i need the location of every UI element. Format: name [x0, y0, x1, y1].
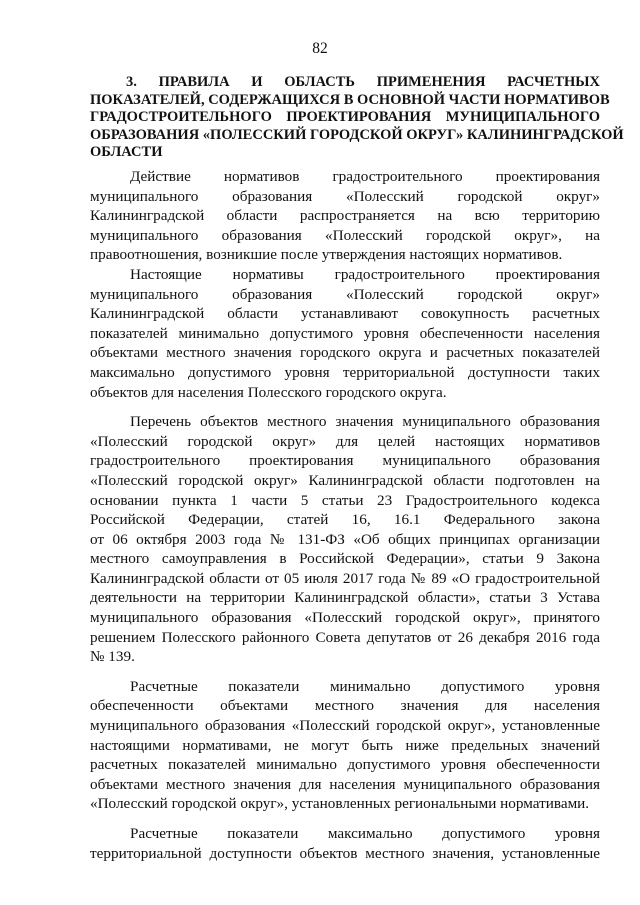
text-line: обеспеченности объектами местного значения для населения: [90, 697, 600, 715]
text-line: Перечень объектов местного значения муниципального образования: [130, 413, 600, 431]
text-line: объектами местного значения городского округа и расчетных показателей: [90, 344, 600, 362]
text-line: местного самоуправления в Российской Федерации», статьи 9 Закона: [90, 550, 600, 568]
text-line: муниципального образования «Полесский городской округ»: [90, 187, 600, 205]
heading-line: 3. ПРАВИЛА И ОБЛАСТЬ ПРИМЕНЕНИЯ РАСЧЕТНЫХ: [126, 74, 600, 90]
page-number: 82: [312, 40, 328, 57]
text-line: Калининградской области устанавливают совокупность расчетных: [90, 305, 600, 323]
text-line: муниципального образования «Полесский городской округ», установленные: [90, 717, 600, 735]
text-line: Действие нормативов градостроительного проектирования: [130, 168, 600, 185]
text-line: «Полесский городской округ» для целей настоящих нормативов: [90, 432, 600, 450]
heading-line: ГРАДОСТРОИТЕЛЬНОГО ПРОЕКТИРОВАНИЯ МУНИЦИПАЛЬНОГО: [90, 109, 600, 125]
text-line: «Полесский городской округ», установленных региональными нормативами.: [90, 795, 590, 813]
section-heading: [90, 74, 624, 162]
text-line: муниципального образования «Полесский городской округ»: [90, 285, 600, 303]
text-line: муниципального образования «Полесский городской округ», принятого: [90, 609, 600, 627]
paragraph: [90, 824, 600, 863]
text-line: расчетных показателей минимально допустимого уровня обеспеченности: [90, 756, 600, 774]
text-line: Калининградской области распространяется на всю территорию: [90, 207, 600, 225]
text-line: территориальной доступности объектов местного значения, установленные: [90, 844, 600, 862]
text-line: от 06 октября 2003 года № 131-ФЗ «Об общих принципах организации: [90, 530, 600, 548]
text-line: Расчетные показатели минимально допустимого уровня: [130, 677, 600, 695]
text-line: Российской Федерации, статей 16, 16.1 Федерального закона: [90, 511, 600, 529]
text-line: муниципального образования «Полесский городской округ», на: [90, 226, 600, 244]
text-line: решением Полесского районного Совета депутатов от 26 декабря 2016 года: [90, 628, 600, 646]
paragraph: [90, 677, 600, 814]
text-line: Калининградской области от 05 июля 2017 года № 89 «О градостроительной: [90, 569, 600, 587]
heading-line: ОБРАЗОВАНИЯ «ПОЛЕССКИЙ ГОРОДСКОЙ ОКРУГ» КАЛИНИНГРАДСКОЙ: [90, 126, 624, 143]
text-line: объектами местного значения для населения муниципального образования: [90, 775, 600, 793]
text-line: настоящими нормативами, не могут быть ниже предельных значений: [90, 736, 600, 754]
text-line: основании пункта 1 части 5 статьи 23 Градостроительного кодекса: [90, 491, 600, 509]
paragraph: [90, 167, 600, 265]
heading-line: ПОКАЗАТЕЛЕЙ, СОДЕРЖАЩИХСЯ В ОСНОВНОЙ ЧАСТИ НОРМАТИВОВ: [90, 91, 610, 108]
text-line: Настоящие нормативы градостроительного проектирования: [130, 265, 600, 283]
text-line: правоотношения, возникшие после утверждения настоящих нормативов.: [90, 246, 563, 264]
text-line: деятельности на территории Калининградской области», статьи 3 Устава: [90, 589, 600, 607]
paragraph: [90, 265, 600, 402]
text-line: градостроительного проектирования муниципального образования: [90, 452, 600, 470]
text-line: максимально допустимого уровня территориальной доступности таких: [90, 363, 600, 381]
text-line: объектов для населения Полесского городского округа.: [90, 383, 447, 401]
text-line: Расчетные показатели максимально допустимого уровня: [130, 825, 600, 842]
text-line: показателей минимально допустимого уровня обеспеченности населения: [90, 324, 600, 342]
heading-line: ОБЛАСТИ: [90, 144, 163, 160]
paragraph: [90, 412, 600, 667]
text-line: «Полесский городской округ» Калининградской области подготовлен на: [90, 471, 600, 489]
text-line: № 139.: [90, 648, 135, 666]
document-body: [90, 167, 600, 863]
